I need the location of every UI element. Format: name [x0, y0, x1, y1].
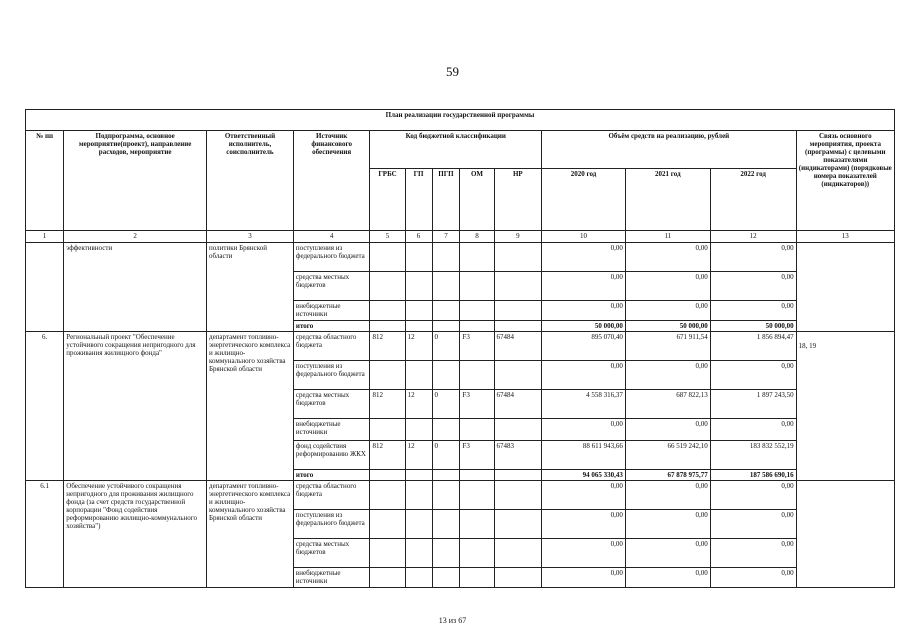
code-np: 67483 [494, 441, 542, 470]
row-source: итого [293, 470, 370, 481]
code-pgp: 0 [432, 332, 460, 361]
row-source: средства местных бюджетов [293, 539, 370, 568]
value-2020: 4 558 316,37 [542, 390, 626, 419]
value-2021: 0,00 [625, 272, 710, 301]
page-footer: 13 из 67 [438, 616, 467, 625]
code-pgp: 0 [432, 390, 460, 419]
value-2022: 0,00 [710, 568, 796, 588]
value-2020: 50 000,00 [542, 321, 626, 332]
value-2020: 0,00 [542, 361, 626, 390]
header-pgp: ПГП [432, 169, 460, 231]
header-volume: Объём средств на реализацию, рублей [542, 131, 796, 169]
code-pgp: 0 [432, 441, 460, 470]
row-name: Региональный проект "Обеспечение устойчивого сокращения непригодного для проживания жилищного фонда" [64, 332, 207, 481]
code-gp: 12 [405, 332, 432, 361]
value-2022: 0,00 [710, 272, 796, 301]
value-2022: 0,00 [710, 539, 796, 568]
column-number: 8 [460, 231, 494, 243]
value-2021: 671 911,54 [625, 332, 710, 361]
value-2022: 0,00 [710, 510, 796, 539]
row-source: фонд содействия реформированию ЖКХ [293, 441, 370, 470]
column-number: 7 [432, 231, 460, 243]
row-source: внебюджетные источники [293, 419, 370, 441]
row-executor: политики Брянской области [207, 243, 294, 332]
value-2022: 187 586 690,16 [710, 470, 796, 481]
row-source: поступления из федерального бюджета [293, 361, 370, 390]
value-2021: 0,00 [625, 301, 710, 321]
program-plan-table [25, 109, 895, 588]
column-numbers-row [26, 231, 895, 243]
code-gp: 12 [405, 441, 432, 470]
value-2021: 50 000,00 [625, 321, 710, 332]
value-2020: 0,00 [542, 510, 626, 539]
column-number: 12 [710, 231, 796, 243]
column-number: 6 [405, 231, 432, 243]
code-grbs: 812 [370, 332, 405, 361]
column-number: 13 [796, 231, 894, 243]
header-gp: ГП [405, 169, 432, 231]
value-2022: 183 832 552,19 [710, 441, 796, 470]
header-link: Связь основного мероприятия, проекта (программы) с целевыми показателями (индикаторами) (порядковые номера показателей (индикаторов)) [796, 131, 894, 231]
header-budget-code: Код бюджетной классификации [370, 131, 542, 169]
row-source: средства местных бюджетов [293, 390, 370, 419]
row-source: внебюджетные источники [293, 568, 370, 588]
row-source: средства местных бюджетов [293, 272, 370, 301]
header-row-1 [26, 131, 895, 169]
value-2020: 0,00 [542, 481, 626, 510]
code-np: 67484 [494, 390, 542, 419]
row-link: 18, 19 [796, 332, 894, 481]
row-source: средства областного бюджета [293, 481, 370, 510]
value-2020: 94 065 330,43 [542, 470, 626, 481]
value-2021: 0,00 [625, 419, 710, 441]
value-2021: 0,00 [625, 539, 710, 568]
row-executor: департамент топливно-энергетического комплекса и жилищно-коммунального хозяйства Брянской области [207, 481, 294, 588]
value-2022: 50 000,00 [710, 321, 796, 332]
column-number: 3 [207, 231, 294, 243]
row-no: 6. [26, 332, 64, 481]
row-source: итого [293, 321, 370, 332]
value-2020: 0,00 [542, 539, 626, 568]
column-number: 4 [293, 231, 370, 243]
value-2022: 1 897 243,50 [710, 390, 796, 419]
row-source: внебюджетные источники [293, 301, 370, 321]
header-grbs: ГРБС [370, 169, 405, 231]
code-grbs: 812 [370, 441, 405, 470]
row-source: поступления из федерального бюджета [293, 510, 370, 539]
value-2021: 0,00 [625, 243, 710, 272]
value-2021: 0,00 [625, 568, 710, 588]
row-name: эффективности [64, 243, 207, 332]
row-source: средства областного бюджета [293, 332, 370, 361]
value-2020: 0,00 [542, 568, 626, 588]
column-number: 9 [494, 231, 542, 243]
value-2021: 0,00 [625, 510, 710, 539]
header-2020: 2020 год [542, 169, 626, 231]
table-row [26, 332, 895, 361]
table-title: План реализации государственной программы [26, 110, 895, 131]
header-om: ОМ [460, 169, 494, 231]
row-no [26, 243, 64, 332]
table-row [26, 243, 895, 272]
code-grbs: 812 [370, 390, 405, 419]
value-2020: 0,00 [542, 272, 626, 301]
row-name: Обеспечение устойчивого сокращения непригодного для проживания жилищного фонда (за счет средств государственной корпорации "Фонд содействия реформированию жилищно-коммунального хозяйства") [64, 481, 207, 588]
value-2021: 67 878 975,77 [625, 470, 710, 481]
column-number: 2 [64, 231, 207, 243]
row-link [796, 481, 894, 588]
table-title-row [26, 110, 895, 131]
header-np: НР [494, 169, 542, 231]
row-link [796, 243, 894, 332]
header-2021: 2021 год [625, 169, 710, 231]
value-2020: 0,00 [542, 243, 626, 272]
row-no: 6.1 [26, 481, 64, 588]
value-2021: 66 519 242,10 [625, 441, 710, 470]
header-executor: Ответственный исполнитель, соисполнитель [207, 131, 294, 231]
column-number: 1 [26, 231, 64, 243]
value-2020: 0,00 [542, 301, 626, 321]
page-number: 59 [446, 64, 459, 79]
value-2022: 1 856 894,47 [710, 332, 796, 361]
table-row [26, 481, 895, 510]
row-executor: департамент топливно-энергетического комплекса и жилищно-коммунального хозяйства Брянской области [207, 332, 294, 481]
code-gp: 12 [405, 390, 432, 419]
header-2022: 2022 год [710, 169, 796, 231]
value-2021: 687 822,13 [625, 390, 710, 419]
value-2020: 88 611 943,66 [542, 441, 626, 470]
value-2022: 0,00 [710, 243, 796, 272]
value-2022: 0,00 [710, 419, 796, 441]
column-number: 5 [370, 231, 405, 243]
header-subprogram: Подпрограмма, основное мероприятие(проект), направление расходов, мероприятие [64, 131, 207, 231]
value-2020: 0,00 [542, 419, 626, 441]
value-2020: 895 070,40 [542, 332, 626, 361]
header-no: № пп [26, 131, 64, 231]
value-2021: 0,00 [625, 481, 710, 510]
code-om: F3 [460, 390, 494, 419]
value-2022: 0,00 [710, 361, 796, 390]
code-np: 67484 [494, 332, 542, 361]
value-2022: 0,00 [710, 481, 796, 510]
value-2022: 0,00 [710, 301, 796, 321]
row-source: поступления из федерального бюджета [293, 243, 370, 272]
code-om: F3 [460, 441, 494, 470]
code-om: F3 [460, 332, 494, 361]
value-2021: 0,00 [625, 361, 710, 390]
header-source: Источник финансового обеспечения [293, 131, 370, 231]
column-number: 11 [625, 231, 710, 243]
column-number: 10 [542, 231, 626, 243]
